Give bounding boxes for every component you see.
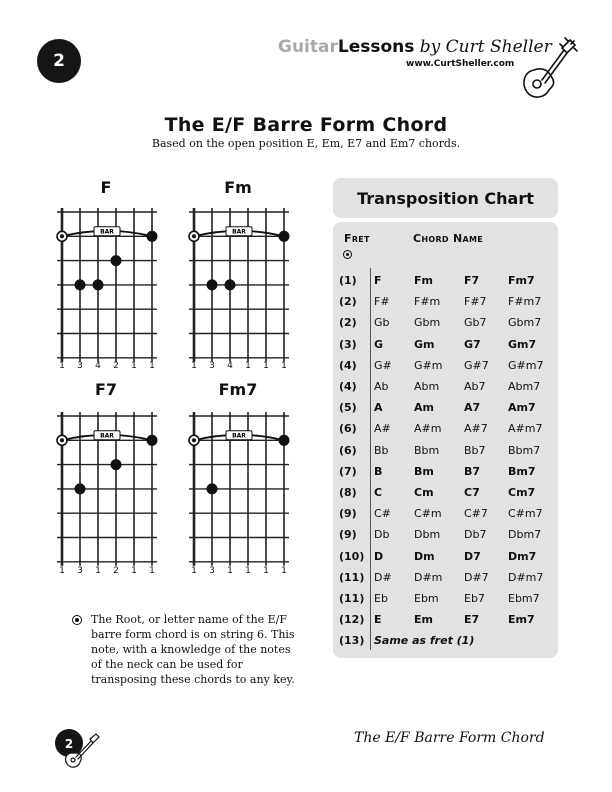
chord-minor-seventh: Fm7 [508,274,535,287]
barre-label: BAR [100,228,114,236]
finger-dot [147,231,158,242]
chord-minor-seventh: Ebm7 [508,592,540,605]
fret-number: (5) [339,401,357,415]
chord-minor: Bm [414,464,434,478]
chord-major: E [374,613,382,627]
barre-label: BAR [100,432,114,440]
fret-number: (3) [339,337,357,351]
chord-minor: Ebm [414,592,439,605]
chord-minor: Abm [414,380,440,393]
finger-number: 1 [263,361,269,371]
finger-number: 1 [59,361,65,371]
transposition-chart [333,222,558,658]
chord-dominant-seventh: Db7 [464,528,487,542]
chord-dominant-seventh: Gb7 [464,316,487,330]
fret-number: (9) [339,507,357,521]
chart-row [333,376,558,397]
root-circle-icon [72,615,82,625]
fret-number: (9) [339,528,357,542]
fret-number: (4) [339,358,357,372]
chart-row [333,334,558,355]
chart-row [333,503,558,524]
chart-row [333,312,558,333]
chord-dominant-seventh: G7 [464,337,481,351]
chord-minor: Em [414,613,433,627]
finger-dot [207,483,218,494]
chord-major: Ab [374,380,389,393]
chord-major: G# [374,358,392,372]
finger-dot [75,483,86,494]
finger-number: 1 [281,361,287,371]
chord-major: Bb [374,443,389,457]
fret-number: (8) [339,486,357,499]
chart-row [333,482,558,503]
chord-minor: D#m [414,570,443,584]
chord-minor-seventh: Abm7 [508,380,541,393]
same-as-note: Same as fret (1) [374,634,475,648]
fret-number: (7) [339,464,357,478]
transposition-chart-title: Transposition Chart [333,178,558,218]
chord-dominant-seventh: A#7 [464,422,488,436]
page-subtitle: Based on the open position E, Em, E7 and Em7 chords. [151,137,461,150]
finger-number: 3 [77,566,83,576]
chord-major: A# [374,422,391,436]
brand-lessons: Lessons [337,37,415,57]
chord-minor: F#m [414,295,441,309]
page-number: 2 [53,51,65,71]
chord-dominant-seventh: F#7 [464,295,487,309]
chart-row [333,291,558,312]
footer-page-badge [53,729,105,769]
root-note-text: The Root, or letter name of the E/F barre form chord is on string 6. This note, with a knowledge of the notes of the neck can be used for transposing these chords to any key. [91,613,295,686]
footer-title: The E/F Barre Form Chord [354,730,545,746]
finger-number: 1 [245,361,251,371]
chord-dominant-seventh: D7 [464,549,481,563]
brand-guitar: Guitar [278,37,338,57]
finger-number: 1 [149,566,155,576]
chord-minor-seventh: Gm7 [508,337,537,351]
chord-minor: Dm [414,549,435,563]
chord-dominant-seventh: D#7 [464,570,489,584]
chord-major: C# [374,507,391,521]
chord-major: A [374,401,383,415]
chart-row [333,461,558,482]
footer-page-number: 2 [64,737,74,751]
chord-minor: Bbm [414,443,440,457]
chord-dominant-seventh: F7 [464,274,480,287]
fret-number: (13) [339,634,365,648]
barre-label: BAR [232,228,246,236]
chord-minor: Fm [414,274,433,287]
chord-major: B [374,464,383,478]
fret-number: (11) [339,592,365,605]
chord-minor-seventh: Dm7 [508,549,537,563]
fret-number: (1) [339,274,357,287]
chord-name-fm: Fm [224,178,252,197]
chord-major: Gb [374,316,390,330]
chord-minor: Cm [414,486,434,499]
chord-minor: Dbm [414,528,441,542]
root-circle-icon [343,250,352,259]
chart-row [333,270,558,291]
brand-url: www.CurtSheller.com [406,59,515,69]
chord-dominant-seventh: C#7 [464,507,488,521]
chart-row [333,524,558,545]
finger-dot [207,279,218,290]
chord-major: F# [374,295,390,309]
chord-name-f7: F7 [94,380,118,399]
finger-number: 1 [149,361,155,371]
chord-dominant-seventh: A7 [464,401,481,415]
chart-row [333,546,558,567]
finger-number: 1 [59,566,65,576]
chord-name-column-header: Chord Name [413,232,484,245]
finger-number: 1 [281,566,287,576]
chord-dominant-seventh: Eb7 [464,592,485,605]
chord-minor-seventh: G#m7 [508,358,544,372]
finger-number: 2 [113,361,119,371]
chord-minor-seventh: Bbm7 [508,443,541,457]
fret-number: (6) [339,422,357,436]
fret-number: (2) [339,295,357,309]
chord-minor-seventh: Dbm7 [508,528,542,542]
finger-number: 1 [131,566,137,576]
chart-row [333,567,558,588]
finger-number: 3 [77,361,83,371]
finger-number: 1 [263,566,269,576]
chord-major: Db [374,528,390,542]
chord-major: Eb [374,592,388,605]
chord-minor-seventh: C#m7 [508,507,543,521]
finger-dot [111,255,122,266]
chord-minor-seventh: Bm7 [508,464,536,478]
chart-row [333,440,558,461]
chord-minor-seventh: Em7 [508,613,535,627]
chord-major: D# [374,570,392,584]
root-dot [60,438,64,442]
chart-row [333,609,558,630]
chord-minor: Am [414,401,434,415]
finger-number: 2 [113,566,119,576]
root-dot [192,438,196,442]
chord-minor: Gm [414,337,435,351]
chord-minor-seventh: A#m7 [508,422,543,436]
finger-number: 4 [227,361,233,371]
fret-number: (4) [339,380,357,393]
chord-name-fm7: Fm7 [218,380,258,399]
finger-number: 4 [95,361,101,371]
finger-number: 1 [131,361,137,371]
chord-major: D [374,549,384,563]
page-title: The E/F Barre Form Chord [164,114,448,136]
chord-minor-seventh: Am7 [508,401,536,415]
fret-number: (11) [339,570,365,584]
finger-number: 1 [227,566,233,576]
chord-major: F [374,274,382,287]
finger-dot [93,279,104,290]
chord-dominant-seventh: C7 [464,486,480,499]
barre-label: BAR [232,432,246,440]
chord-name-f: F [100,178,112,197]
chord-major: G [374,337,384,351]
chord-dominant-seventh: E7 [464,613,480,627]
finger-dot [225,279,236,290]
chart-row [333,588,558,609]
chord-minor-seventh: D#m7 [508,570,544,584]
finger-number: 1 [245,566,251,576]
chord-minor-seventh: Cm7 [508,486,536,499]
finger-dot [147,435,158,446]
chart-row [333,397,558,418]
finger-dot [279,435,290,446]
chart-row-last [333,630,558,651]
chord-minor-seventh: Gbm7 [508,316,542,330]
chord-dominant-seventh: Bb7 [464,443,486,457]
brand-author: by Curt Sheller [414,37,552,57]
root-dot [60,234,64,238]
finger-dot [111,459,122,470]
finger-dot [75,279,86,290]
finger-number: 3 [209,361,215,371]
fret-column-header: Fret [344,232,370,245]
fret-number: (6) [339,443,357,457]
chord-minor: G#m [414,358,443,372]
fret-number: (2) [339,316,357,330]
root-dot [192,234,196,238]
chord-minor: C#m [414,507,442,521]
chord-dominant-seventh: B7 [464,464,481,478]
finger-dot [279,231,290,242]
finger-number: 1 [191,361,197,371]
chord-dominant-seventh: Ab7 [464,380,486,393]
finger-number: 1 [95,566,101,576]
fret-number: (10) [339,549,365,563]
chart-row [333,355,558,376]
chord-minor: A#m [414,422,442,436]
chord-minor: Gbm [414,316,441,330]
chart-row [333,418,558,439]
chord-minor-seventh: F#m7 [508,295,542,309]
finger-number: 1 [191,566,197,576]
chord-dominant-seventh: G#7 [464,358,489,372]
chord-major: C [374,486,383,499]
finger-number: 3 [209,566,215,576]
fret-number: (12) [339,613,365,627]
